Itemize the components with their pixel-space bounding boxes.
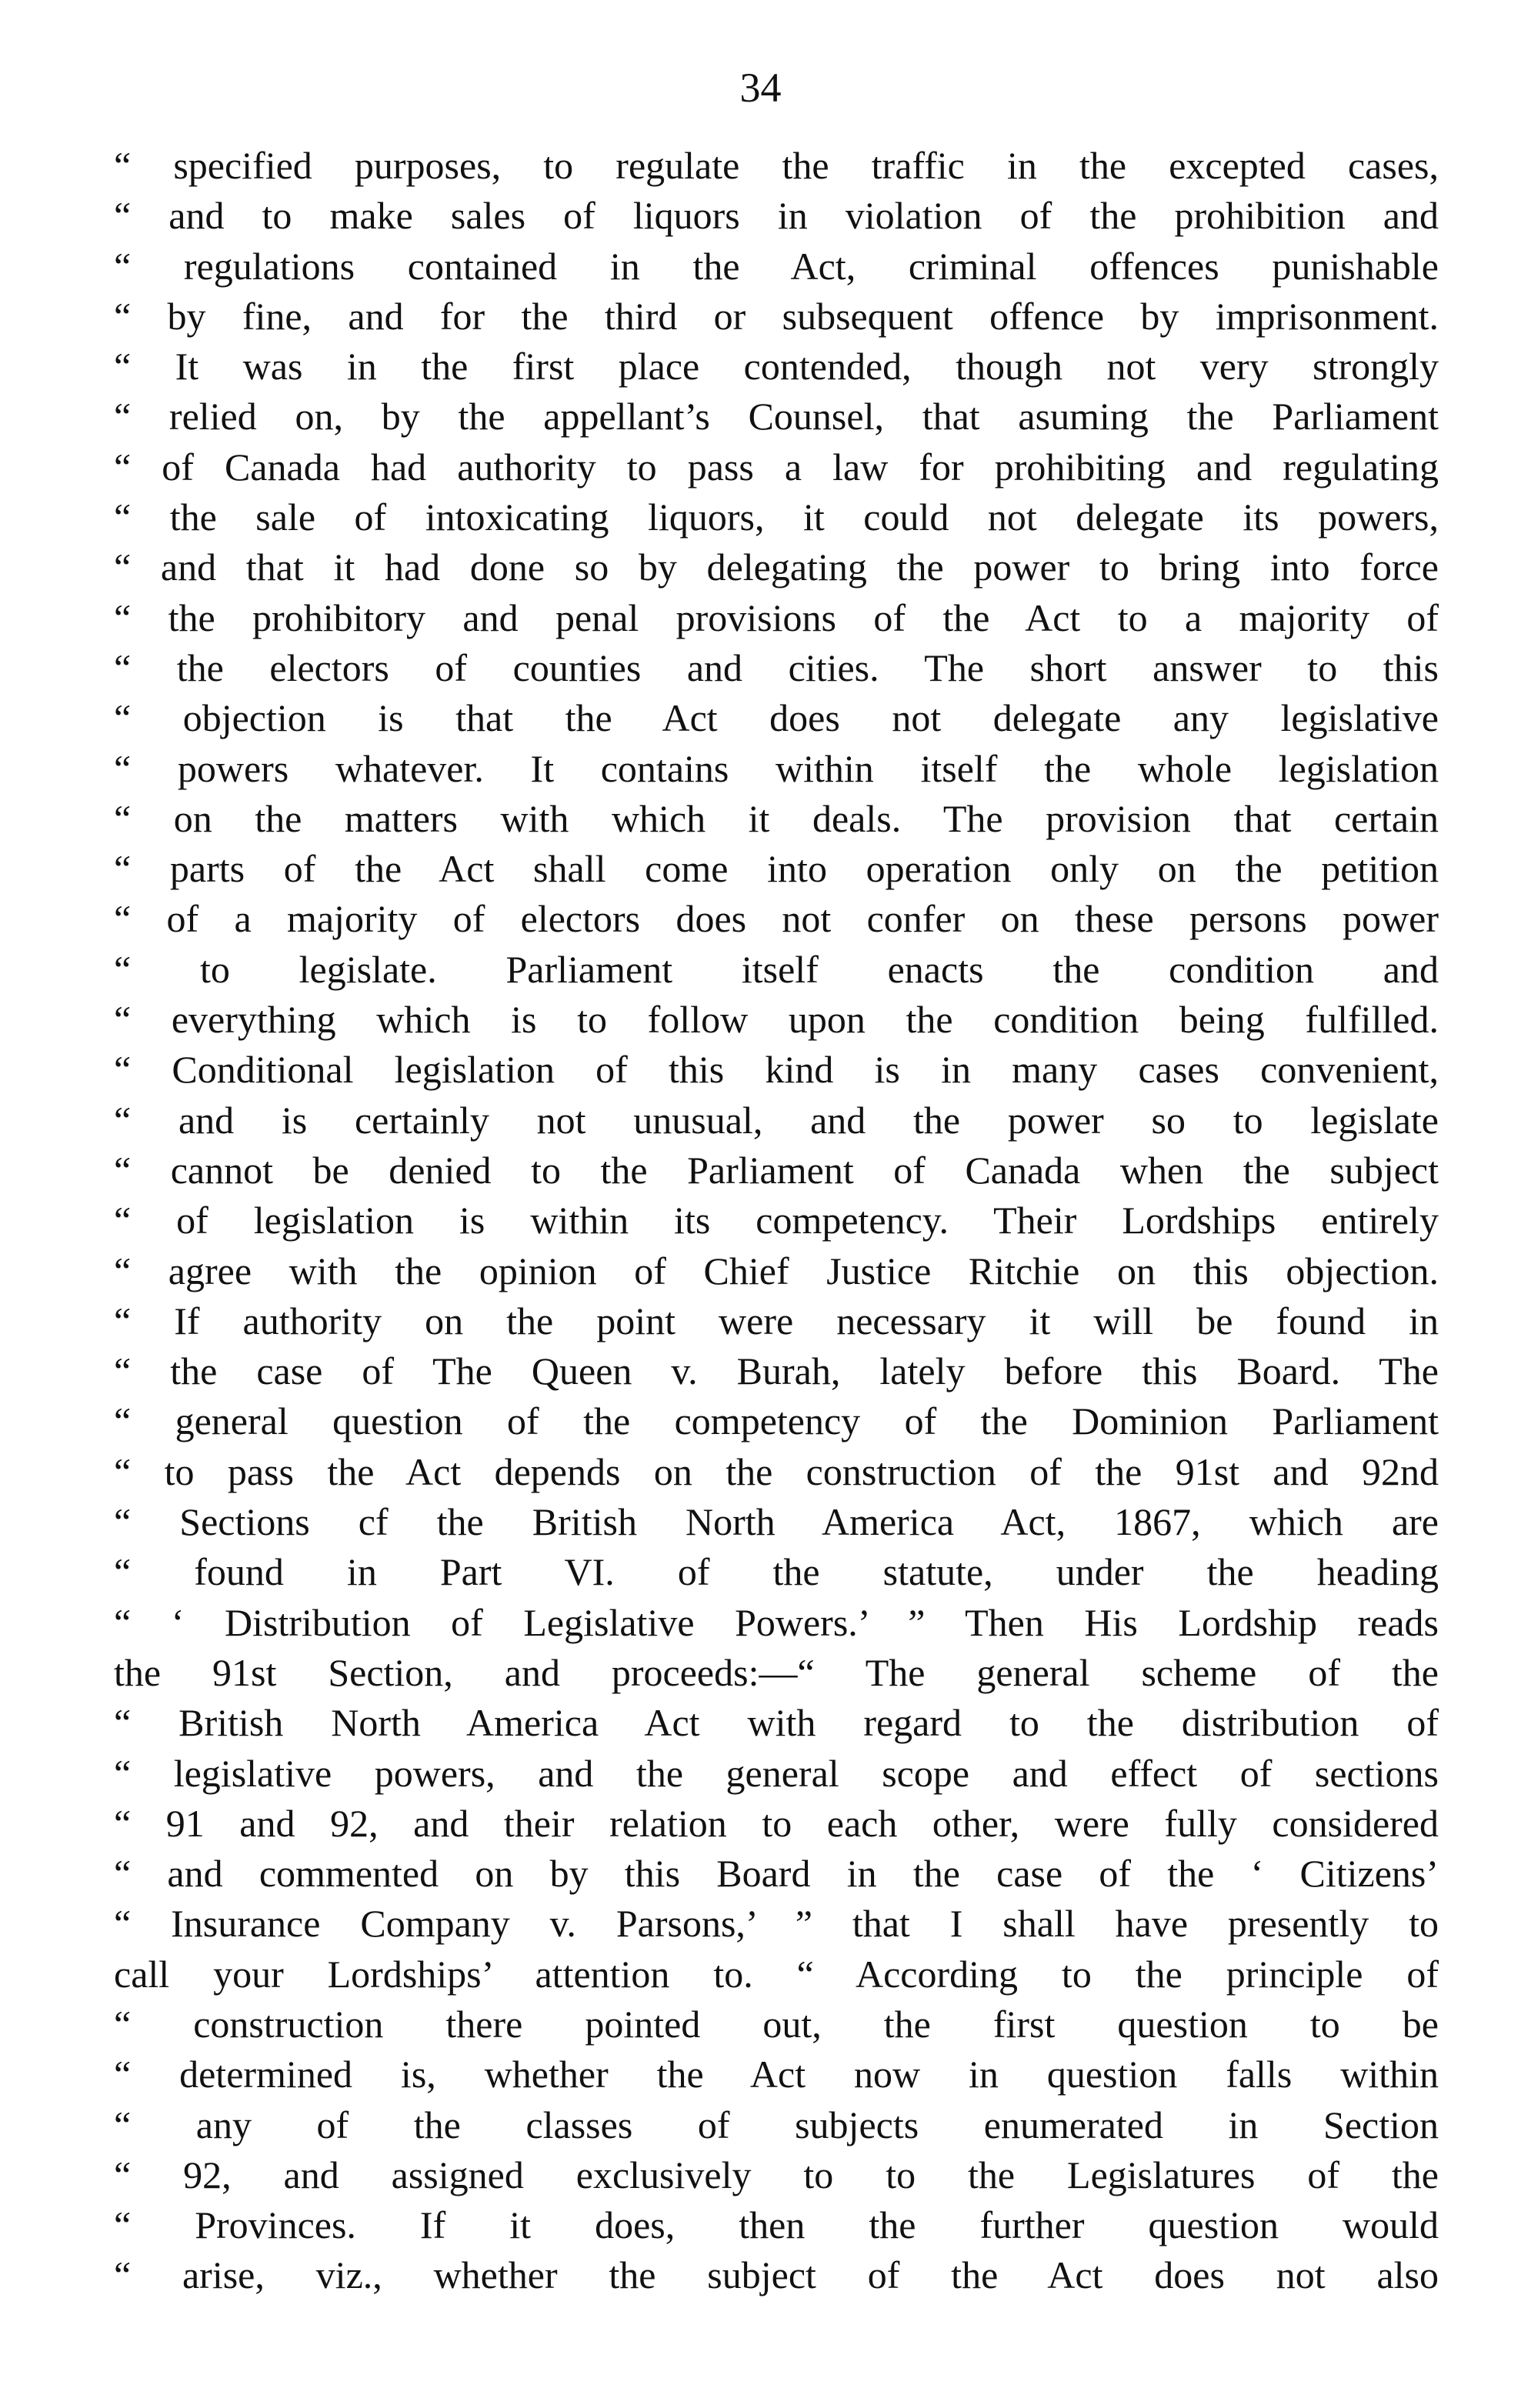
text-line: “ any of the classes of subjects enumerated in Section (114, 2103, 1439, 2146)
text-line: “ general question of the competency of the Dominion Parliament (114, 1399, 1439, 1443)
text-line: “ If authority on the point were necessary it will be found in (114, 1299, 1439, 1342)
text-line: “ the electors of counties and cities. The short answer to this (114, 645, 1439, 689)
text-line: “ specified purposes, to regulate the traffic in the excepted cases, (114, 144, 1439, 187)
text-line: “ of a majority of electors does not confer on these persons power (114, 897, 1439, 941)
text-line: “ of legislation is within its competency. Their Lordships entirely (114, 1199, 1439, 1242)
text-line: call your Lordships’ attention to. “ According to the principle of (114, 1952, 1439, 1996)
text-line: “ determined is, whether the Act now in question falls within (114, 2053, 1439, 2096)
text-line: “ the prohibitory and penal provisions of the Act to a majority of (114, 595, 1439, 639)
text-line: “ 92, and assigned exclusively to to the Legislatures of the (114, 2153, 1439, 2196)
text-line: “ everything which is to follow upon the condition being fulfilled. (114, 998, 1439, 1042)
page-number: 34 (739, 65, 782, 111)
text-line: “ It was in the first place contended, though not very strongly (114, 345, 1439, 389)
text-line: “ and to make sales of liquors in violation of the prohibition and (114, 194, 1439, 238)
text-line: “ the sale of intoxicating liquors, it could not delegate its powers, (114, 495, 1439, 539)
text-line: “ Provinces. If it does, then the further question would (114, 2203, 1439, 2247)
text-line: “ British North America Act with regard to the distribution of (114, 1701, 1439, 1745)
text-line: “ agree with the opinion of Chief Justice Ritchie on this objection. (114, 1249, 1439, 1292)
text-line: “ objection is that the Act does not delegate any legislative (114, 696, 1439, 740)
text-line: “ construction there pointed out, the first question to be (114, 2002, 1439, 2046)
text-line: “ regulations contained in the Act, criminal offences punishable (114, 244, 1439, 288)
text-line: “ by fine, and for the third or subsequent offence by imprisonment. (114, 294, 1439, 338)
text-line: “ of Canada had authority to pass a law for prohibiting and regulating (114, 445, 1439, 489)
text-line: “ parts of the Act shall come into operation only on the petition (114, 847, 1439, 891)
text-line: “ Sections cf the British North America Act, 1867, which are (114, 1500, 1439, 1544)
text-line: “ relied on, by the appellant’s Counsel, that asuming the Parliament (114, 395, 1439, 439)
text-line: “ and commented on by this Board in the case of the ‘ Citizens’ (114, 1852, 1439, 1896)
text-line: “ Conditional legislation of this kind is in many cases convenient, (114, 1048, 1439, 1092)
text-line: “ and is certainly not unusual, and the power so to legislate (114, 1098, 1439, 1142)
text-line: “ on the matters with which it deals. The provision that certain (114, 796, 1439, 840)
text-line: “ 91 and 92, and their relation to each other, were fully considered (114, 1801, 1439, 1845)
text-line: “ found in Part VI. of the statute, under the heading (114, 1550, 1439, 1594)
text-line: “ Insurance Company v. Parsons,’ ” that I shall have presently to (114, 1902, 1439, 1946)
text-line: “ ‘ Distribution of Legislative Powers.’ ” Then His Lordship reads (114, 1600, 1439, 1644)
text-line: “ legislative powers, and the general scope and effect of sections (114, 1751, 1439, 1795)
body-text (114, 141, 1439, 2301)
text-line: “ and that it had done so by delegating the power to bring into force (114, 545, 1439, 589)
text-line: “ the case of The Queen v. Burah, lately before this Board. The (114, 1349, 1439, 1393)
text-line: “ powers whatever. It contains within itself the whole legislation (114, 746, 1439, 790)
text-line: “ to pass the Act depends on the construction of the 91st and 92nd (114, 1449, 1439, 1493)
text-line: “ arise, viz., whether the subject of the Act does not also (114, 2253, 1439, 2297)
text-line: “ to legislate. Parliament itself enacts the condition and (114, 947, 1439, 991)
text-line: “ cannot be denied to the Parliament of Canada when the subject (114, 1148, 1439, 1192)
text-line: the 91st Section, and proceeds:—“ The general scheme of the (114, 1650, 1439, 1694)
